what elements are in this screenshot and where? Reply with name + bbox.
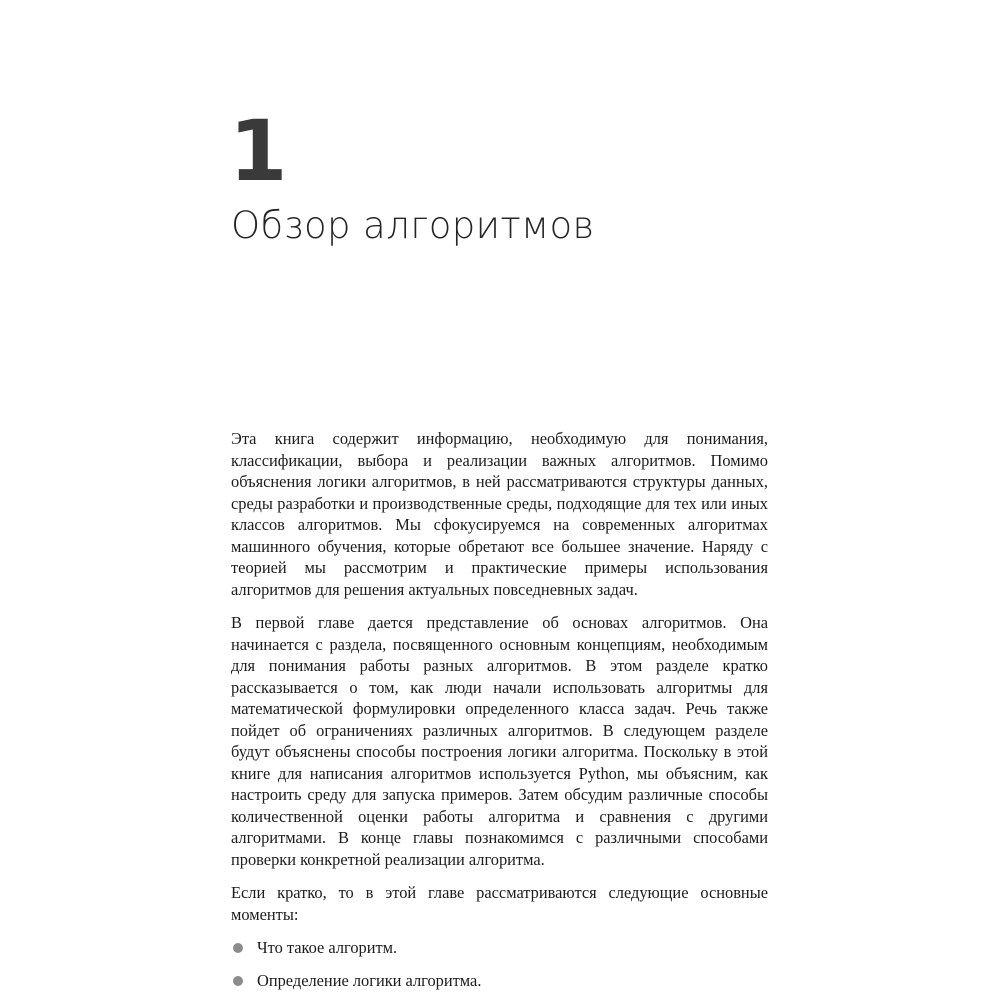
chapter-number: 1 bbox=[229, 102, 288, 200]
overview-paragraph: В первой главе дается представление об основах алгоритмов. Она начинается с раздела, посвященного основным концепциям, необходимым для понимания работы разных алгоритмов. В этом разделе кратко рассказывается о том, как люди начали использовать алгоритмы для математической формулировки определенного класса задач. Речь также пойдет об ограничениях различных алгоритмов. В следующем разделе будут объяснены способы построения логики алгоритма. Поскольку в этой книге для написания алгоритмов используется Python, мы объясним, как настроить среду для запуска примеров. Затем обсудим различные способы количественной оценки работы алгоритма и сравнения с другими алгоритмами. В конце главы познакомимся с различными способами проверки конкретной реализации алгоритма. bbox=[231, 613, 768, 869]
chapter-body bbox=[231, 428, 768, 1002]
list-item bbox=[231, 970, 768, 992]
bullet-dot-icon bbox=[233, 976, 243, 986]
summary-lead-paragraph: Если кратко, то в этой главе рассматриваются следующие основные моменты: bbox=[231, 883, 768, 924]
list-item-text: Определение логики алгоритма. bbox=[257, 970, 482, 990]
list-item bbox=[231, 937, 768, 959]
intro-paragraph: Эта книга содержит информацию, необходимую для понимания, классификации, выбора и реализации важных алгоритмов. Помимо объяснения логики алгоритмов, в ней рассматриваются структуры данных, среды разработки и производственные среды, подходящие для тех или иных классов алгоритмов. Мы сфокусируемся на современных алгоритмах машинного обучения, которые обретают все большее значение. Наряду с теорией мы рассмотрим и практические примеры использования алгоритмов для решения актуальных повседневных задач. bbox=[231, 429, 768, 599]
list-item-text: Что такое алгоритм. bbox=[257, 938, 398, 957]
topics-list bbox=[231, 937, 768, 991]
chapter-title: Обзор алгоритмов bbox=[231, 204, 595, 247]
bullet-dot-icon bbox=[233, 943, 243, 953]
